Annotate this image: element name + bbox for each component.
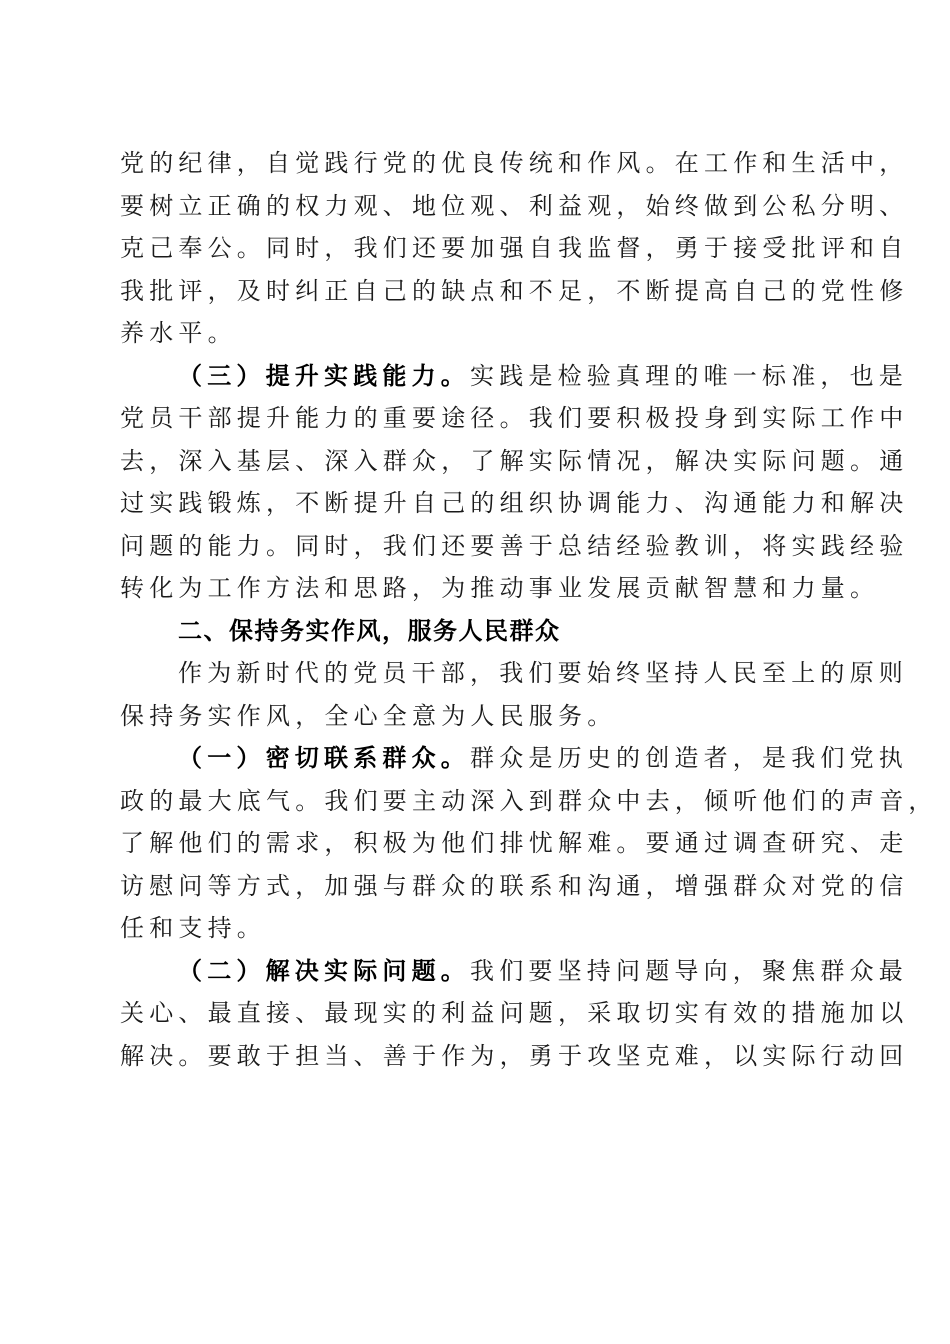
text-line: 解决。要敢于担当、善于作为，勇于攻坚克难，以实际行动回 — [120, 1041, 909, 1070]
text-line: 访慰问等方式，加强与群众的联系和沟通，增强群众对党的信 — [120, 871, 909, 900]
subsection-improve-practice-ability — [120, 355, 909, 610]
text-line: 保持务实作风，全心全意为人民服务。 — [120, 701, 617, 730]
text-line: 我批评，及时纠正自己的缺点和不足，不断提高自己的党性修 — [120, 276, 909, 305]
subsection-close-ties-with-masses — [120, 737, 938, 950]
document-body — [120, 142, 938, 1077]
text-line: 转化为工作方法和思路，为推动事业发展贡献智慧和力量。 — [120, 574, 880, 602]
text-segment: 群众是历史的创造者，是我们党执 — [470, 744, 908, 772]
text-line: 作为新时代的党员干部，我们要始终坚持人民至上的原则 — [178, 659, 908, 687]
paragraph-section-2-intro — [120, 652, 908, 737]
text-line: 过实践锻炼，不断提升自己的组织协调能力、沟通能力和解决 — [120, 489, 909, 517]
text-line: 党员干部提升能力的重要途径。我们要积极投身到实际工作中 — [120, 404, 909, 432]
subsection-heading: （一）密切联系群众。 — [178, 743, 470, 772]
text-line: 克己奉公。同时，我们还要加强自我监督，勇于接受批评和自 — [120, 234, 909, 262]
text-line: 了解他们的需求，积极为他们排忧解难。要通过调查研究、走 — [120, 829, 909, 857]
subsection-heading: （三）提升实践能力。 — [178, 360, 470, 390]
section-heading-2 — [120, 610, 824, 653]
text-line: 政的最大底气。我们要主动深入到群众中去，倾听他们的声音， — [120, 786, 938, 815]
text-segment: 我们要坚持问题导向，聚焦群众最 — [470, 956, 908, 985]
paragraph-party-discipline — [120, 142, 909, 355]
text-segment: 实践是检验真理的唯一标准，也是 — [470, 361, 908, 390]
text-line: 任和支持。 — [120, 914, 266, 942]
text-line: 关心、最直接、最现实的利益问题，采取切实有效的措施加以 — [120, 999, 909, 1027]
subsection-heading: （二）解决实际问题。 — [178, 955, 470, 985]
text-line — [120, 737, 908, 780]
text-line: 党的纪律，自觉践行党的优良传统和作风。在工作和生活中， — [120, 149, 909, 177]
text-line — [120, 950, 908, 993]
text-line: 去，深入基层、深入群众，了解实际情况，解决实际问题。通 — [120, 446, 909, 475]
subsection-solve-practical-problems — [120, 950, 909, 1078]
text-line: 要树立正确的权力观、地位观、利益观，始终做到公私分明、 — [120, 191, 909, 220]
text-line: 问题的能力。同时，我们还要善于总结经验教训，将实践经验 — [120, 531, 909, 560]
text-line: 养水平。 — [120, 319, 237, 347]
section-heading: 二、保持务实作风，服务人民群众 — [178, 616, 561, 645]
text-line — [120, 355, 908, 398]
